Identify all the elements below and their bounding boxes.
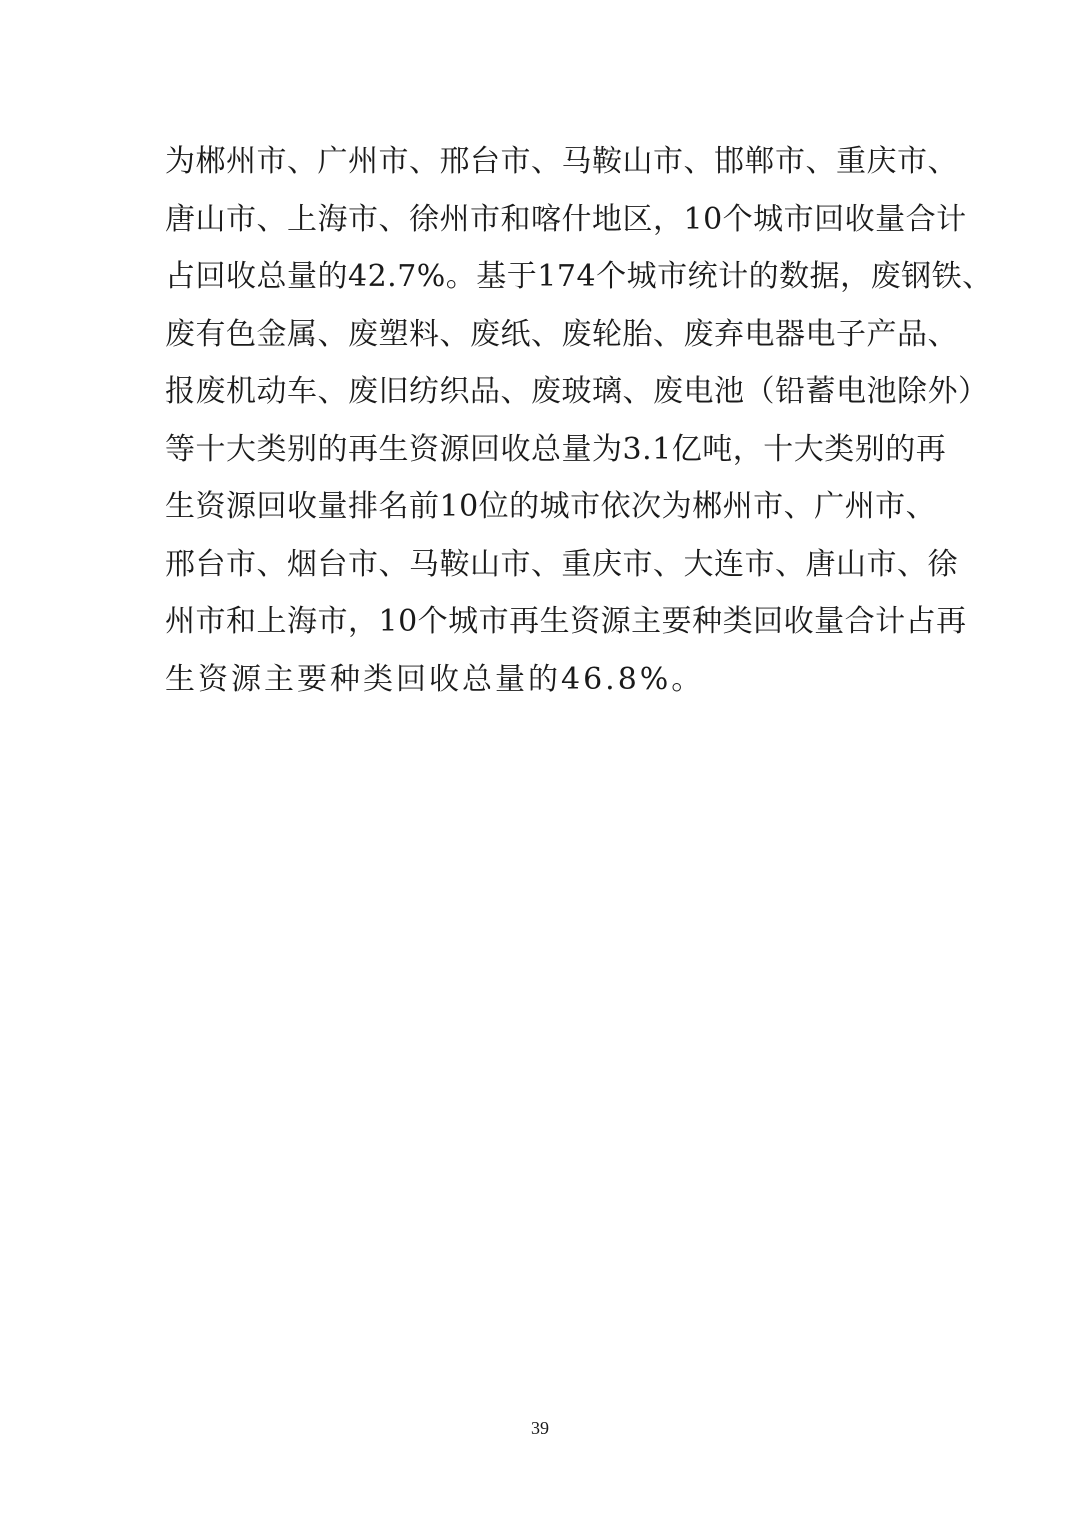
- text-line-9: 州市和上海市，10个城市再生资源主要种类回收量合计占再: [165, 604, 967, 639]
- body-paragraph: [165, 133, 993, 708]
- text-line-6: 等十大类别的再生资源回收总量为3.1亿吨，十大类别的再: [165, 431, 947, 467]
- text-line-5: 报废机动车、废旧纺织品、废玻璃、废电池（铅蓄电池除外）: [165, 374, 989, 409]
- text-line-10: 生资源主要种类回收总量的46.8%。: [165, 661, 705, 697]
- text-line-3: 占回收总量的42.7%。基于174个城市统计的数据，废钢铁、: [165, 259, 993, 294]
- page-number: 39: [531, 1418, 549, 1438]
- text-line-1: 为郴州市、广州市、邢台市、马鞍山市、邯郸市、重庆市、: [165, 144, 958, 179]
- text-line-2: 唐山市、上海市、徐州市和喀什地区，10个城市回收量合计: [165, 201, 967, 237]
- text-line-4: 废有色金属、废塑料、废纸、废轮胎、废弃电器电子产品、: [165, 316, 958, 352]
- text-line-7: 生资源回收量排名前10位的城市依次为郴州市、广州市、: [165, 489, 937, 524]
- text-line-8: 邢台市、烟台市、马鞍山市、重庆市、大连市、唐山市、徐: [165, 546, 958, 582]
